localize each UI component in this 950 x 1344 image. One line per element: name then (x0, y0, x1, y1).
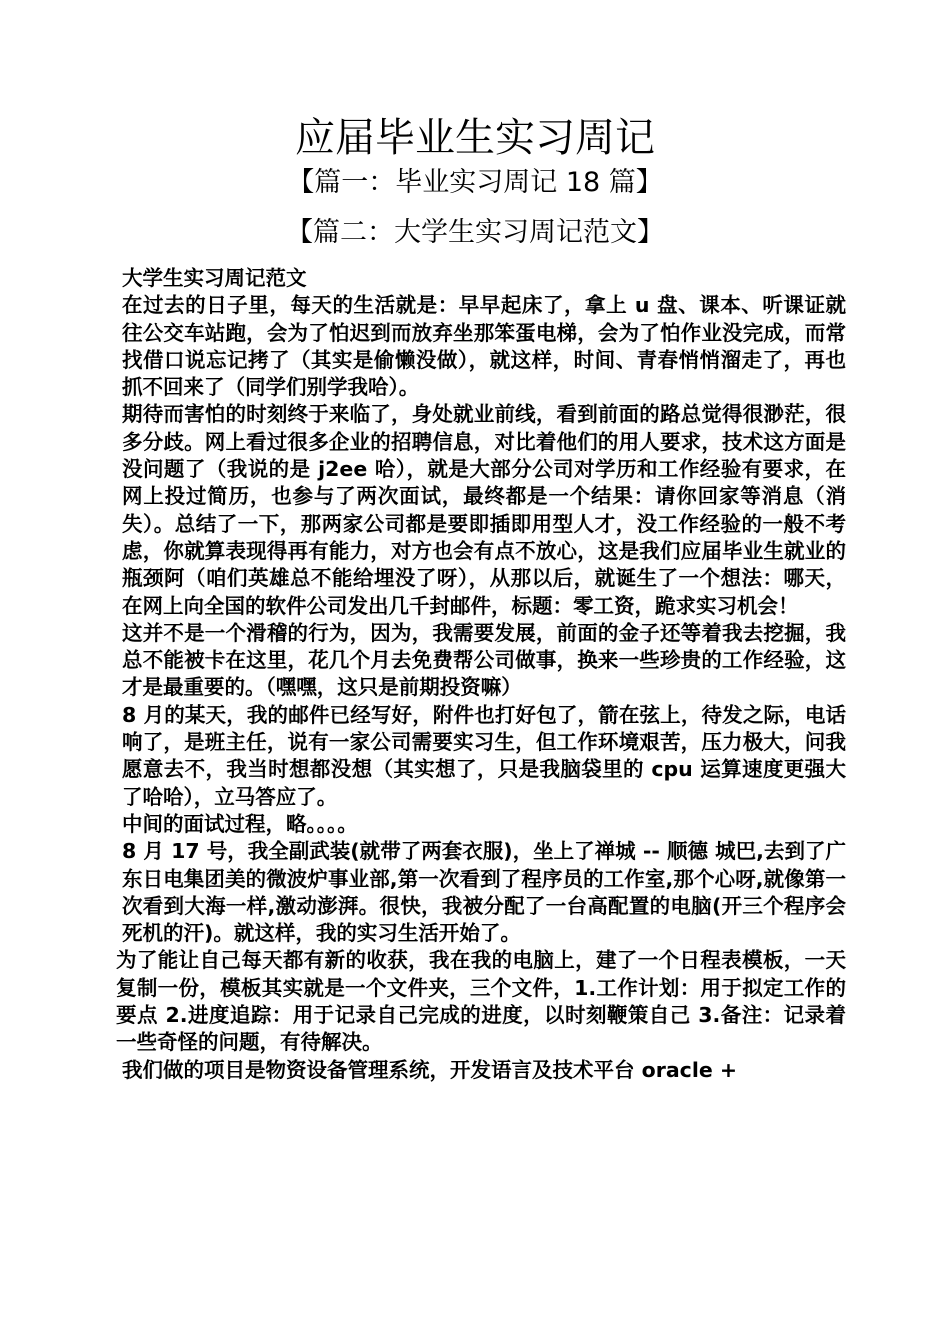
paragraph: 这并不是一个滑稽的行为，因为，我需要发展，前面的金子还等着我去挖掘，我总不能被卡在这里，花几个月去免费帮公司做事，换来一些珍贵的工作经验，这才是最重要的。（嘿嘿，这只是前期投资嘛） (122, 620, 846, 700)
body-heading: 大学生实习周记范文 (122, 266, 307, 290)
document-body (116, 265, 846, 1225)
section-heading-1: 【篇一：毕业实习周记 18 篇】 (287, 167, 663, 198)
paragraph: 为了能让自己每天都有新的收获，我在我的电脑上，建了一个日程表模板，一天复制一份，模板其实就是一个文件夹，三个文件，1.工作计划：用于拟定工作的要点 2.进度追踪：用于记录自己完成的进度，以时刻鞭策自己 3.备注：记录着一些奇怪的问题，有待解决。 (116, 948, 846, 1055)
paragraph: 在过去的日子里，每天的生活就是：早早起床了，拿上 u 盘、课本、听课证就往公交车站跑，会为了怕迟到而放弃坐那笨蛋电梯，会为了怕作业没完成，而常找借口说忘记拷了（其实是偷懒没做），就这样，时间、青春悄悄溜走了，再也抓不回来了（同学们别学我哈）。 (122, 293, 846, 400)
paragraph: 我们做的项目是物资设备管理系统，开发语言及技术平台 oracle + (122, 1057, 738, 1082)
paragraph: 8 月的某天，我的邮件已经写好，附件也打好包了，箭在弦上，待发之际，电话响了，是班主任，说有一家公司需要实习生，但工作环境艰苦，压力极大，问我愿意去不，我当时想都没想（其实想了，只是我脑袋里的 cpu 运算速度更强大了哈哈），立马答应了。 (122, 702, 846, 809)
paragraph: 中间的面试过程，略。。。。 (122, 811, 358, 836)
paragraph: 8 月 17 号，我全副武装(就带了两套衣服)，坐上了禅城 -- 顺德 城巴,去到了广东日电集团美的微波炉事业部,第一次看到了程序员的工作室,那个心呀,就像第一次看到大海一样,激动澎湃。很快，我被分配了一台高配置的电脑(开三个程序会死机的汗)。就这样，我的实习生活开始了。 (122, 839, 846, 946)
document-title: 应届毕业生实习周记 (295, 115, 655, 161)
paragraph: 期待而害怕的时刻终于来临了，身处就业前线，看到前面的路总觉得很渺茫，很多分歧。网上看过很多企业的招聘信息，对比着他们的用人要求，技术这方面是没问题了（我说的是 j2ee 哈），就是大部分公司对学历和工作经验有要求，在网上投过简历，也参与了两次面试，最终都是一个结果：请你回家等消息（消失）。总结了一下，那两家公司都是要即插即用型人才，没工作经验的一般不考虑，你就算表现得再有能力，对方也会有点不放心，这是我们应届毕业生就业的瓶颈阿（咱们英雄总不能给埋没了呀），从那以后，就诞生了一个想法：哪天，在网上向全国的软件公司发出几千封邮件，标题：零工资，跪求实习机会！ (122, 402, 846, 618)
section-heading-2: 【篇二：大学生实习周记范文】 (286, 217, 664, 248)
